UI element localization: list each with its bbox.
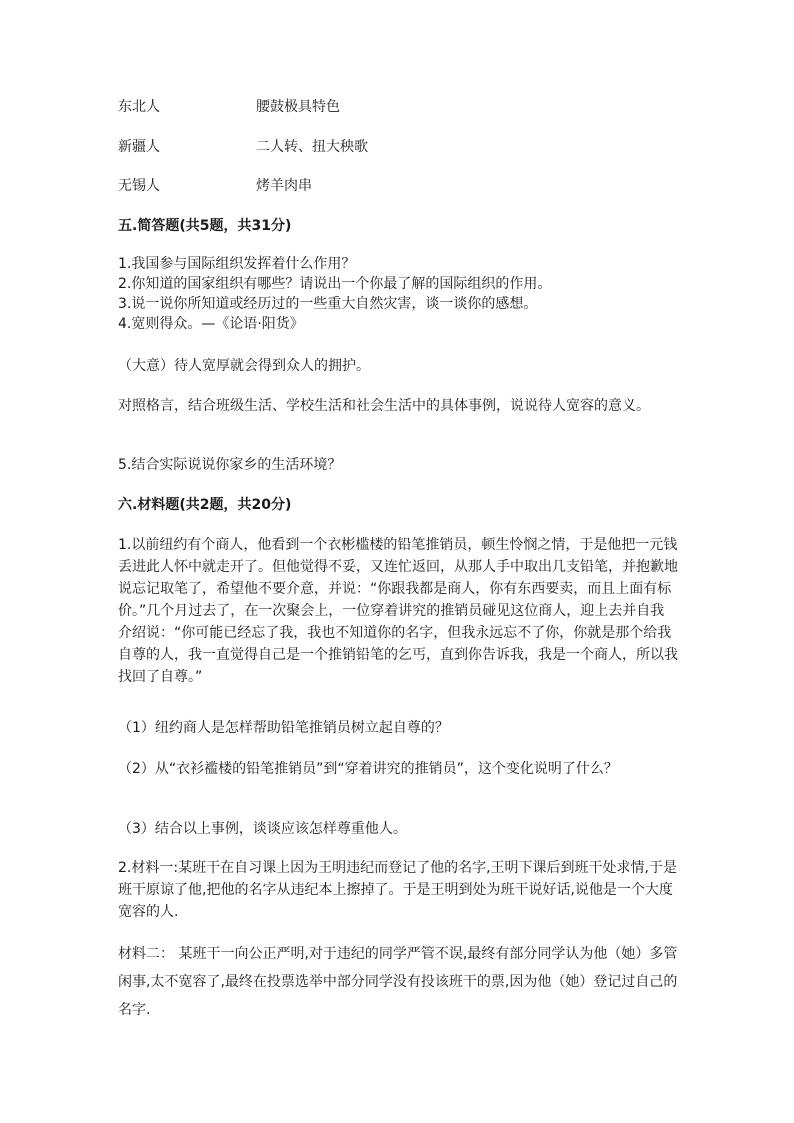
material-2-part-2: 材料二： 某班干一向公正严明,对于违纪的同学严管不误,最终有部分同学认为他（她）多管闲事,太不宽容了,最终在投票选举中部分同学没有投该班干的票,因为他（她）登记过自己的名字. (118, 946, 678, 1018)
material-1-question-2: （2）从“衣衫褴楼的铅笔推销员”到“穿着讲究的推销员”，这个变化说明了什么？ (118, 761, 618, 777)
question-4-task: 对照格言，结合班级生活、学校生活和社会生活中的具体事例，说说待人宽容的意义。 (118, 398, 650, 414)
section-heading: 五.简答题(共5题，共31分) (118, 218, 292, 234)
matching-row (118, 96, 678, 118)
question-3: 3.说一说你所知道或经历过的一些重大自然灾害，谈一谈你的感想。 (118, 296, 538, 312)
matching-left: 无锡人 (118, 178, 160, 194)
matching-right: 腰鼓极具特色 (256, 99, 340, 115)
matching-left: 东北人 (118, 99, 160, 115)
matching-row (118, 136, 678, 158)
section-heading: 六.材料题(共2题，共20分) (118, 497, 292, 513)
matching-left: 新疆人 (118, 139, 160, 155)
material-1-question-1: （1）纽约商人是怎样帮助铅笔推销员树立起自尊的？ (118, 720, 449, 736)
question-list (118, 254, 678, 334)
material-2-part-1: 2.材料一:某班干在自习课上因为王明违纪而登记了他的名字,王明下课后到班干处求情,于是班干原谅了他,把他的名字从违纪本上擦掉了。于是王明到处为班干说好话,说他是一个大度宽容的人. (118, 860, 677, 920)
question-5: 5.结合实际说说你家乡的生活环境？ (118, 457, 342, 473)
matching-right: 二人转、扭大秧歌 (256, 139, 368, 155)
question-2: 2.你知道的国家组织有哪些？请说出一个你最了解的国际组织的作用。 (118, 276, 552, 292)
question-4: 4.宽则得众。—《论语·阳货》 (118, 316, 304, 332)
question-4-meaning: （大意）待人宽厚就会得到众人的拥护。 (118, 358, 370, 374)
matching-right: 烤羊肉串 (256, 178, 312, 194)
material-1: 1.以前纽约有个商人，他看到一个衣彬槛楼的铅笔推销员，顿生怜悯之情，于是他把一元钱丢进此人怀中就走开了。但他觉得不妥，又连忙返回，从那人手中取出几支铅笔，并抱歉地说忘记取笔了，希望他不要介意，并说：“你跟我都是商人，你有东西要卖，而且上面有标价。”几个月过去了，在一次聚会上，一位穿着讲究的推销员碰见这位商人，迎上去并自我介绍说：“你可能已经忘了我，我也不知道你的名字，但我永远忘不了你，你就是那个给我自尊的人，我一直觉得自己是一个推销铅笔的乞丐，直到你告诉我，我是一个商人，所以我找回了自尊。” (118, 537, 678, 685)
matching-row (118, 175, 678, 197)
question-1: 1.我国参与国际组织发挥着什么作用？ (118, 256, 356, 272)
material-1-question-3: （3）结合以上事例，谈谈应该怎样尊重他人。 (118, 821, 407, 837)
